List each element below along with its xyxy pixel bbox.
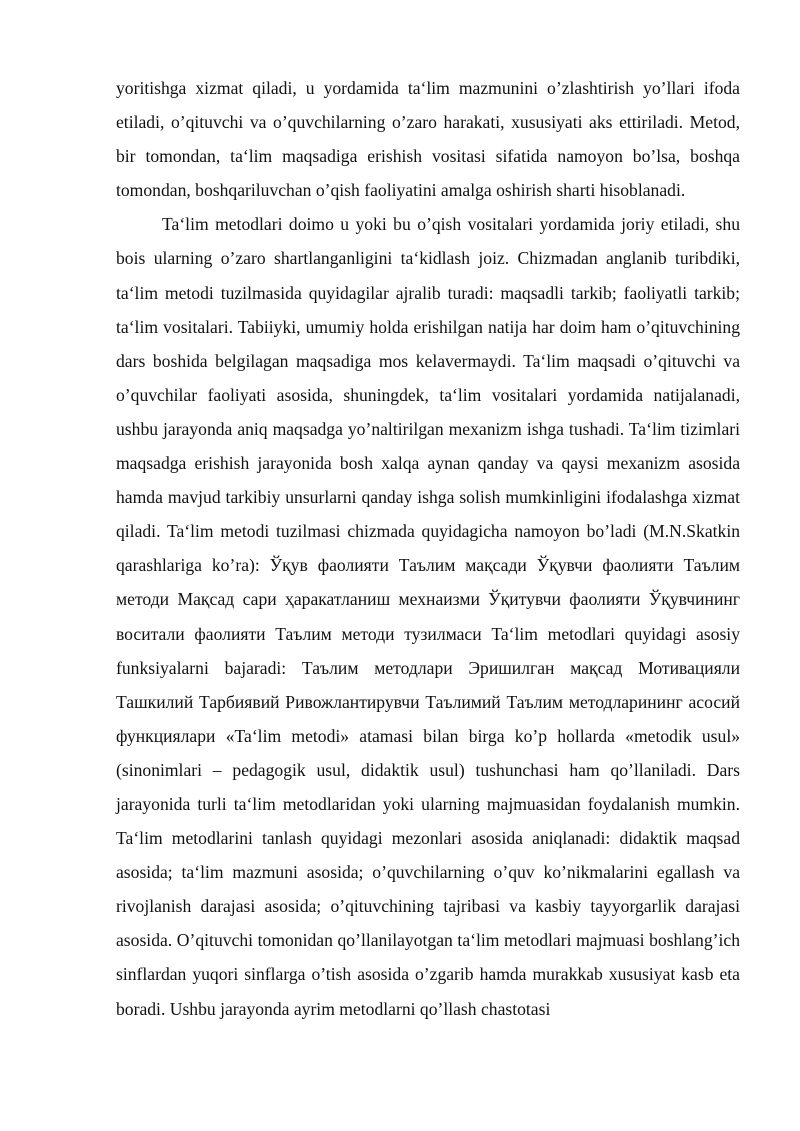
body-text <box>116 71 740 1026</box>
paragraph-1: yoritishga xizmat qiladi, u yordamida ta‘lim mazmunini o’zlashtirish yo’llari ifoda etiladi, o’qituvchi va o’quvchilarning o’zaro harakati, xususiyati aks ettiriladi. Metod, bir tomondan, ta‘lim maqsadiga erishish vositasi sifatida namoyon bo’lsa, boshqa tomondan, boshqariluvchan o’qish faoliyatini amalga oshirish sharti hisoblanadi. <box>116 78 740 201</box>
paragraph-2: Ta‘lim metodlari doimo u yoki bu o’qish vositalari yordamida joriy etiladi, shu bois ularning o’zaro shartlanganligini ta‘kidlash joiz. Chizmadan anglanib turibdiki, ta‘lim metodi tuzilmasida quyidagilar ajralib turadi: maqsadli tarkib; faoliyatli tarkib; ta‘lim vositalari. Tabiiyki, umumiy holda erishilgan natija har doim ham o’qituvchining dars boshida belgilagan maqsadiga mos kelavermaydi. Ta‘lim maqsadi o’qituvchi va o’quvchilar faoliyati asosida, shuningdek, ta‘lim vositalari yordamida natijalanadi, ushbu jarayonda aniq maqsadga yo’naltirilgan mexanizm ishga tushadi. Ta‘lim tizimlari maqsadga erishish jarayonida bosh xalqa aynan qanday va qaysi mexanizm asosida hamda mavjud tarkibiy unsurlarni qanday ishga solish mumkinligini ifodalashga xizmat qiladi. Ta‘lim metodi tuzilmasi chizmada quyidagicha namoyon bo’ladi (M.N.Skatkin qarashlariga ko’ra): Ўқув фаолияти Таълим мақсади Ўқувчи фаолияти Таълим методи Мақсад сари ҳаракатланиш мехнаизми Ўқитувчи фаолияти Ўқувчининг воситали фаолияти Таълим методи тузилмаси Ta‘lim metodlari quyidagi asosiy funksiyalarni bajaradi: Таълим методлари Эришилган мақсад Мотивацияли Ташкилий Тарбиявий Ривожлантирувчи Таълимий Таълим методларининг асосий функциялари «Ta‘lim metodi» atamasi bilan birga ko’p hollarda «metodik usul» (sinonimlari – pedagogik usul, didaktik usul) tushunchasi ham qo’llaniladi. Dars jarayonida turli ta‘lim metodlaridan yoki ularning majmuasidan foydalanish mumkin. Ta‘lim metodlarini tanlash quyidagi mezonlari asosida aniqlanadi: didaktik maqsad asosida; ta‘lim mazmuni asosida; o’quvchilarning o’quv ko’nikmalarini egallash va rivojlanish darajasi asosida; o’qituvchining tajribasi va kasbiy tayyorgarlik darajasi asosida. O’qituvchi tomonidan qo’llanilayotgan ta‘lim metodlari majmuasi boshlang’ich sinflardan yuqori sinflarga o’tish asosida o’zgarib hamda murakkab xususiyat kasb eta boradi. Ushbu jarayonda ayrim metodlarni qo’llash chastotasi <box>116 214 740 1019</box>
